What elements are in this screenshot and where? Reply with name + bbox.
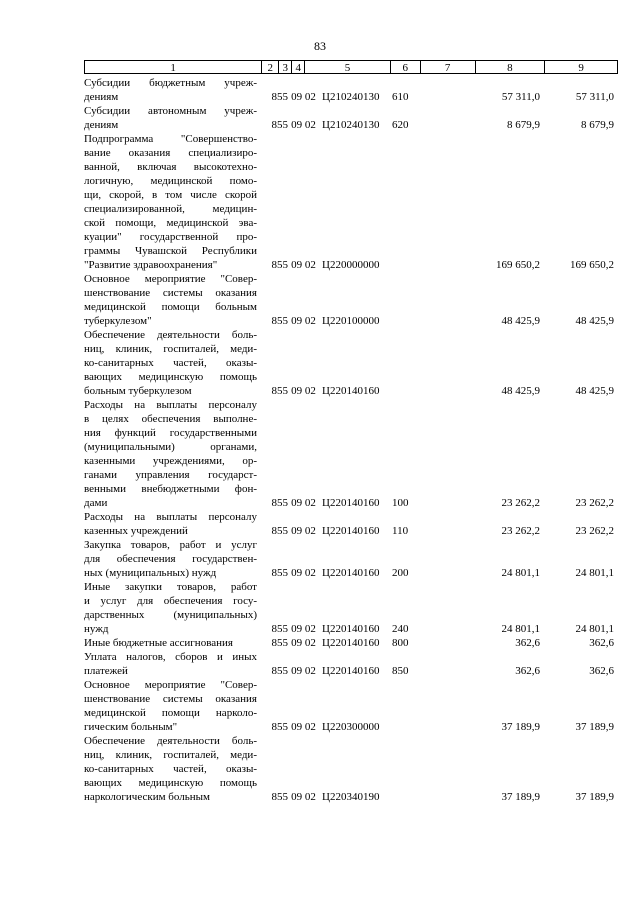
row-amount-9: 24 801,1 (575, 623, 614, 635)
row-admin-code: 855 (271, 665, 288, 677)
row-admin-code: 855 (271, 791, 288, 803)
row-amount-8: 37 189,9 (501, 721, 540, 733)
row-target-article: Ц220000000 (322, 259, 380, 271)
row-expense-type: 200 (392, 567, 409, 579)
header-col-4: 4 (291, 61, 304, 73)
row-target-article: Ц220140160 (322, 385, 380, 397)
table-row (84, 132, 618, 272)
row-name: Иные бюджетные ассигнования (84, 637, 233, 649)
row-name: Иные закупки товаров, работ и услуг для обеспечения госу- дарственных (муниципальных) нужд (84, 581, 257, 635)
row-section-code: 09 02 (291, 525, 316, 537)
row-amount-9: 24 801,1 (575, 567, 614, 579)
row-section-code: 09 02 (291, 791, 316, 803)
table-row (84, 650, 618, 678)
table-row (84, 272, 618, 328)
header-col-3: 3 (278, 61, 291, 73)
row-expense-type: 800 (392, 637, 409, 649)
header-col-9: 9 (544, 61, 617, 73)
row-admin-code: 855 (271, 315, 288, 327)
row-admin-code: 855 (271, 259, 288, 271)
row-amount-9: 362,6 (589, 665, 614, 677)
row-target-article: Ц220100000 (322, 315, 380, 327)
row-target-article: Ц220140160 (322, 525, 380, 537)
row-expense-type: 100 (392, 497, 409, 509)
table-row (84, 734, 618, 804)
row-name: Подпрограмма "Совершенство- вание оказания специализиро- ванной, включая высокотехно- логичную, медицинской помо- щи, скорой, в том числе скорой специализированной, медицин- ской помощи, медицинской эва- куации" государственной про- граммы Чувашской Республики "Развитие здравоохранения" (84, 133, 257, 271)
row-amount-9: 169 650,2 (570, 259, 614, 271)
row-amount-8: 48 425,9 (501, 385, 540, 397)
row-amount-8: 37 189,9 (501, 791, 540, 803)
row-name: Уплата налогов, сборов и иных платежей (84, 651, 257, 677)
row-amount-9: 48 425,9 (575, 385, 614, 397)
row-admin-code: 855 (271, 119, 288, 131)
row-expense-type: 240 (392, 623, 409, 635)
row-section-code: 09 02 (291, 637, 316, 649)
header-col-7: 7 (420, 61, 475, 73)
row-target-article: Ц220340190 (322, 791, 380, 803)
row-amount-8: 24 801,1 (501, 623, 540, 635)
row-target-article: Ц220140160 (322, 637, 380, 649)
row-section-code: 09 02 (291, 497, 316, 509)
row-section-code: 09 02 (291, 385, 316, 397)
row-name: Обеспечение деятельности боль- ниц, клиник, госпиталей, меди- ко-санитарных частей, оказы- вающих медицинскую помощь больным туберкулезом (84, 329, 257, 397)
row-name: Субсидии автономным учреж- дениям (84, 105, 257, 131)
row-section-code: 09 02 (291, 665, 316, 677)
header-col-5: 5 (304, 61, 390, 73)
row-target-article: Ц220140160 (322, 567, 380, 579)
row-expense-type: 110 (392, 525, 409, 537)
table-row (84, 398, 618, 510)
row-expense-type: 610 (392, 91, 409, 103)
row-amount-8: 362,6 (515, 637, 540, 649)
row-amount-9: 362,6 (589, 637, 614, 649)
row-name: Закупка товаров, работ и услуг для обеспечения государствен- ных (муниципальных) нужд (84, 539, 257, 579)
row-amount-8: 24 801,1 (501, 567, 540, 579)
row-section-code: 09 02 (291, 315, 316, 327)
row-amount-8: 169 650,2 (496, 259, 540, 271)
row-amount-9: 57 311,0 (575, 91, 614, 103)
table-row (84, 580, 618, 636)
row-admin-code: 855 (271, 721, 288, 733)
table-row (84, 76, 618, 104)
table-row (84, 636, 618, 650)
row-name: Основное мероприятие "Совер- шенствование системы оказания медицинской помощи нарколо- гическим больным" (84, 679, 257, 733)
header-col-2: 2 (261, 61, 278, 73)
table-row (84, 538, 618, 580)
row-section-code: 09 02 (291, 91, 316, 103)
header-col-6: 6 (390, 61, 420, 73)
row-section-code: 09 02 (291, 721, 316, 733)
row-section-code: 09 02 (291, 119, 316, 131)
row-admin-code: 855 (271, 567, 288, 579)
row-amount-9: 8 679,9 (581, 119, 614, 131)
row-amount-8: 362,6 (515, 665, 540, 677)
table-row (84, 328, 618, 398)
row-name: Расходы на выплаты персоналу казенных учреждений (84, 511, 257, 537)
row-amount-9: 37 189,9 (575, 721, 614, 733)
row-amount-9: 23 262,2 (575, 497, 614, 509)
row-name: Субсидии бюджетным учреж- дениям (84, 77, 257, 103)
header-col-8: 8 (475, 61, 545, 73)
row-expense-type: 850 (392, 665, 409, 677)
row-amount-8: 8 679,9 (507, 119, 540, 131)
row-admin-code: 855 (271, 623, 288, 635)
row-admin-code: 855 (271, 497, 288, 509)
row-amount-8: 48 425,9 (501, 315, 540, 327)
row-admin-code: 855 (271, 385, 288, 397)
page-number: 83 (314, 39, 326, 53)
row-admin-code: 855 (271, 525, 288, 537)
row-expense-type: 620 (392, 119, 409, 131)
table-row (84, 678, 618, 734)
row-amount-9: 37 189,9 (575, 791, 614, 803)
row-section-code: 09 02 (291, 259, 316, 271)
row-name: Обеспечение деятельности боль- ниц, клиник, госпиталей, меди- ко-санитарных частей, оказы- вающих медицинскую помощь наркологическим больным (84, 735, 257, 803)
row-name: Расходы на выплаты персоналу в целях обеспечения выполне- ния функций государственными (муниципальными) органами, казенными учреждениями, ор- ганами управления государст- венными внебюджетными фон- дами (84, 399, 257, 509)
table-header (84, 60, 618, 74)
row-target-article: Ц220300000 (322, 721, 380, 733)
row-amount-8: 23 262,2 (501, 525, 540, 537)
row-amount-9: 23 262,2 (575, 525, 614, 537)
row-name: Основное мероприятие "Совер- шенствование системы оказания медицинской помощи больным туберкулезом" (84, 273, 257, 327)
header-col-1: 1 (170, 62, 176, 74)
table-row (84, 510, 618, 538)
row-amount-8: 23 262,2 (501, 497, 540, 509)
row-target-article: Ц210240130 (322, 119, 380, 131)
row-amount-9: 48 425,9 (575, 315, 614, 327)
table-row (84, 104, 618, 132)
row-target-article: Ц210240130 (322, 91, 380, 103)
row-target-article: Ц220140160 (322, 623, 380, 635)
row-target-article: Ц220140160 (322, 497, 380, 509)
row-admin-code: 855 (271, 91, 288, 103)
table-body (84, 76, 618, 804)
row-section-code: 09 02 (291, 567, 316, 579)
row-admin-code: 855 (271, 637, 288, 649)
row-amount-8: 57 311,0 (501, 91, 540, 103)
row-target-article: Ц220140160 (322, 665, 380, 677)
row-section-code: 09 02 (291, 623, 316, 635)
